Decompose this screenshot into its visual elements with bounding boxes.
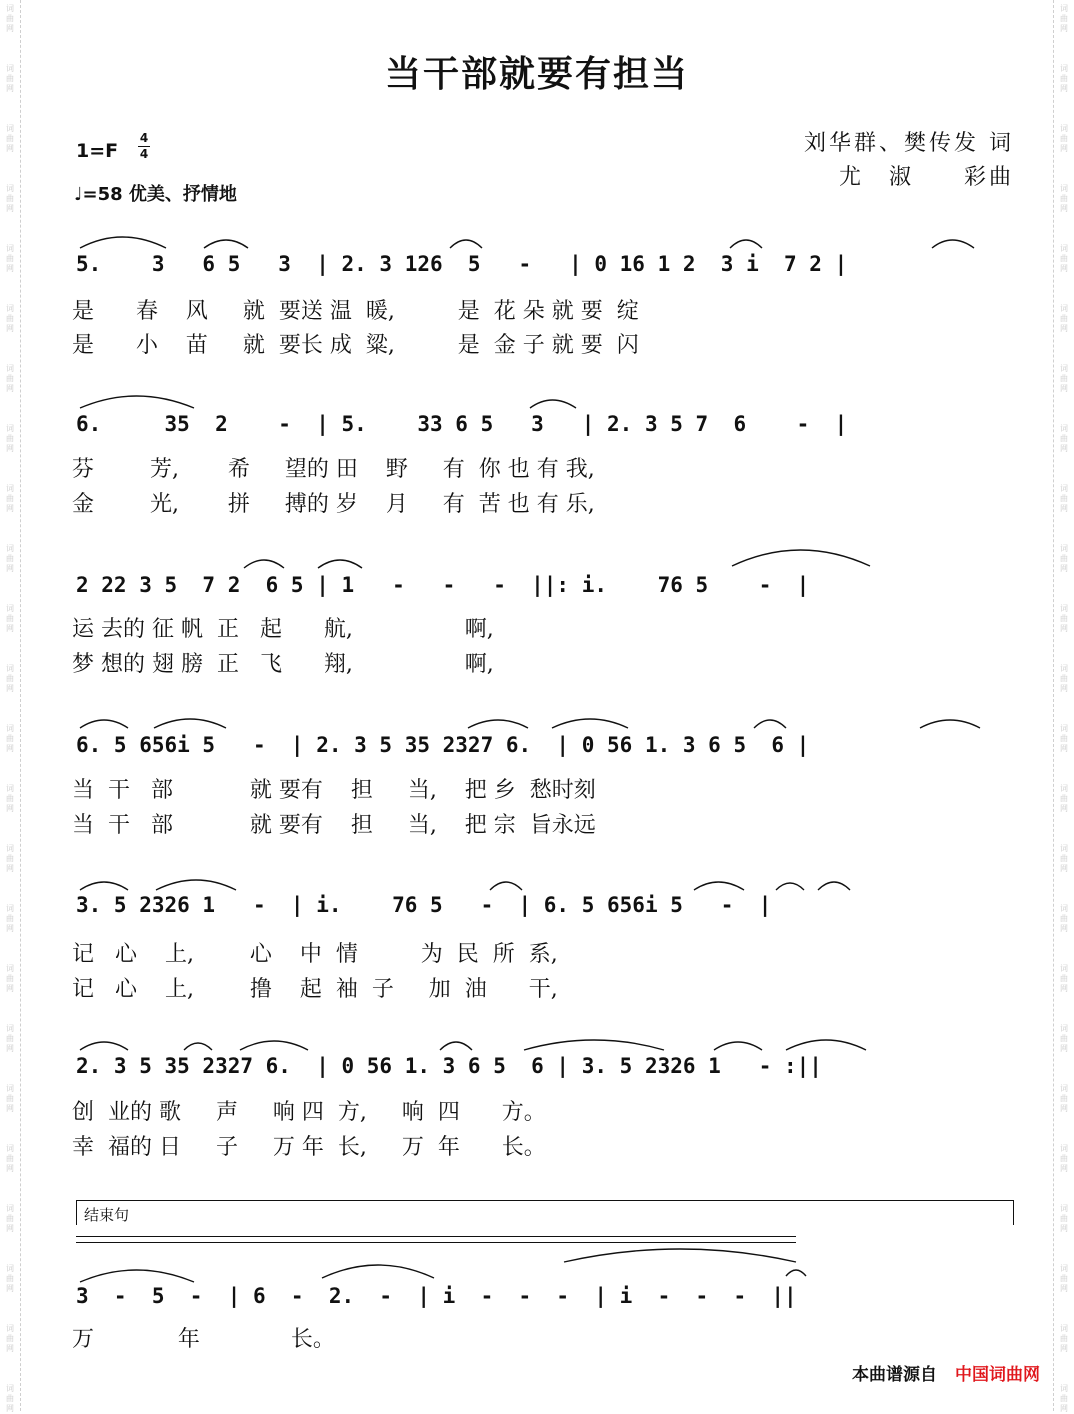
- slur: [80, 1270, 194, 1282]
- slur: [322, 1265, 434, 1278]
- lyrics-line-6-verse-2: 幸 福的 日 子 万 年 长, 万 年 长。: [72, 1135, 546, 1160]
- slur: [786, 1040, 866, 1050]
- watermark-mark: 词 曲 网: [1060, 1324, 1068, 1353]
- lyrics-line-5-verse-2: 记 心 上, 撸 起 袖 子 加 油 干,: [72, 977, 558, 1002]
- slur: [818, 882, 850, 890]
- footer-prefix: 本曲谱源自: [852, 1365, 937, 1385]
- slur: [694, 882, 744, 890]
- watermark-mark: 词 曲 网: [6, 544, 14, 573]
- ending-label: 结束句: [84, 1206, 130, 1224]
- watermark-mark: 词 曲 网: [6, 1324, 14, 1353]
- slur: [154, 719, 226, 728]
- watermark-mark: 词 曲 网: [1060, 964, 1068, 993]
- slur: [730, 240, 762, 248]
- watermark-mark: 词 曲 网: [6, 964, 14, 993]
- watermark-mark: 词 曲 网: [6, 64, 14, 93]
- notes-line-4: 6. 5 656i 5 - | 2. 3 5 35 2327 6. | 0 56 1. 3 6 5 6 |: [76, 733, 810, 757]
- watermark-mark: 词 曲 网: [6, 784, 14, 813]
- slur: [732, 550, 870, 566]
- watermark-mark: 词 曲 网: [6, 1204, 14, 1233]
- watermark-mark: 词 曲 网: [6, 1084, 14, 1113]
- watermark-mark: 词 曲 网: [6, 184, 14, 213]
- watermark-mark: 词 曲 网: [1060, 904, 1068, 933]
- slur: [184, 1043, 212, 1050]
- slur: [524, 1040, 664, 1050]
- watermark-mark: 词 曲 网: [6, 244, 14, 273]
- lyricist-credit: 刘华群、樊传发 词: [804, 131, 1014, 156]
- slur: [754, 720, 786, 728]
- slur: [564, 1249, 796, 1262]
- slur: [450, 240, 482, 248]
- slur: [80, 237, 166, 248]
- watermark-mark: 词 曲 网: [1060, 1204, 1068, 1233]
- watermark-mark: 词 曲 网: [1060, 544, 1068, 573]
- watermark-mark: 词 曲 网: [6, 1024, 14, 1053]
- watermark-mark: 词 曲 网: [1060, 364, 1068, 393]
- watermark-mark: 词 曲 网: [1060, 724, 1068, 753]
- slur: [714, 1042, 762, 1050]
- lyrics-line-4-verse-1: 当 干 部 就 要有 担 当, 把 乡 愁时刻: [72, 778, 596, 803]
- watermark-mark: 词 曲 网: [1060, 64, 1068, 93]
- slur: [80, 720, 128, 728]
- watermark-mark: 词 曲 网: [1060, 1024, 1068, 1053]
- slur: [920, 720, 980, 728]
- watermark-mark: 词 曲 网: [1060, 604, 1068, 633]
- watermark-mark: 词 曲 网: [6, 1264, 14, 1293]
- notes-line-2: 6. 35 2 - | 5. 33 6 5 3 | 2. 3 5 7 6 - |: [76, 412, 848, 436]
- time-sig-bottom: 4: [139, 147, 149, 161]
- watermark-mark: 词 曲 网: [6, 304, 14, 333]
- watermark-mark: 词 曲 网: [6, 904, 14, 933]
- composer-credit: 尤 淑 彩曲: [838, 165, 1014, 190]
- footer-site-link[interactable]: 中国词曲网: [955, 1365, 1040, 1385]
- notes-line-1: 5. 3 6 5 3 | 2. 3 126 5 - | 0 16 1 2 3 i 7 2 |: [76, 252, 848, 276]
- lyrics-line-2-verse-1: 芬 芳, 希 望的 田 野 有 你 也 有 我,: [72, 457, 595, 482]
- time-sig-top: 4: [139, 131, 149, 145]
- page-title: 当干部就要有担当: [384, 53, 689, 95]
- slur: [156, 880, 236, 890]
- watermark-mark: 词 曲 网: [6, 364, 14, 393]
- ending-lyrics: 万 年 长。: [72, 1327, 335, 1352]
- slur: [530, 400, 576, 408]
- watermark-mark: 词 曲 网: [1060, 1384, 1068, 1413]
- slur: [932, 240, 974, 248]
- slur: [244, 560, 284, 568]
- slur: [80, 1042, 128, 1050]
- slur: [318, 560, 362, 568]
- source-footer: [852, 1360, 1040, 1385]
- watermark-mark: 词 曲 网: [6, 4, 14, 33]
- slur: [440, 1042, 472, 1050]
- watermark-mark: 词 曲 网: [1060, 4, 1068, 33]
- watermark-mark: 词 曲 网: [1060, 844, 1068, 873]
- notes-line-5: 3. 5 2326 1 - | i. 76 5 - | 6. 5 656i 5 - |: [76, 893, 772, 917]
- watermark-mark: 词 曲 网: [6, 844, 14, 873]
- watermark-mark: 词 曲 网: [1060, 124, 1068, 153]
- watermark-mark: 词 曲 网: [1060, 664, 1068, 693]
- watermark-mark: 词 曲 网: [1060, 244, 1068, 273]
- fermata: [786, 1270, 806, 1276]
- slur: [468, 720, 528, 728]
- watermark-mark: 词 曲 网: [6, 484, 14, 513]
- slur: [490, 882, 522, 890]
- watermark-mark: 词 曲 网: [6, 604, 14, 633]
- watermark-mark: 词 曲 网: [6, 124, 14, 153]
- slur: [80, 882, 128, 890]
- lyrics-line-6-verse-1: 创 业的 歌 声 响 四 方, 响 四 方。: [72, 1100, 546, 1125]
- watermark-mark: 词 曲 网: [1060, 1144, 1068, 1173]
- watermark-mark: 词 曲 网: [1060, 1084, 1068, 1113]
- lyrics-line-3-verse-1: 运 去的 征 帆 正 起 航, 啊,: [72, 617, 494, 642]
- slur: [776, 883, 804, 890]
- ending-notes: 3 - 5 - | 6 - 2. - | i - - - | i - - - ||: [76, 1284, 797, 1308]
- lyrics-line-4-verse-2: 当 干 部 就 要有 担 当, 把 宗 旨永远: [72, 813, 596, 838]
- slur: [204, 240, 248, 248]
- key-signature: 1=F: [76, 140, 119, 162]
- slur: [552, 719, 628, 728]
- lyrics-line-1-verse-2: 是 小 苗 就 要长 成 粱, 是 金 子 就 要 闪: [72, 333, 639, 358]
- slur: [80, 396, 194, 408]
- watermark-mark: 词 曲 网: [1060, 784, 1068, 813]
- watermark-mark: 词 曲 网: [1060, 1264, 1068, 1293]
- lyrics-line-2-verse-2: 金 光, 拼 搏的 岁 月 有 苦 也 有 乐,: [72, 492, 595, 517]
- tempo-marking: ♩=58 优美、抒情地: [74, 184, 237, 205]
- slur: [240, 1041, 308, 1050]
- lyrics-line-3-verse-2: 梦 想的 翅 膀 正 飞 翔, 啊,: [72, 652, 494, 677]
- watermark-mark: 词 曲 网: [1060, 304, 1068, 333]
- watermark-mark: 词 曲 网: [6, 424, 14, 453]
- watermark-mark: 词 曲 网: [6, 1384, 14, 1413]
- notes-line-6: 2. 3 5 35 2327 6. | 0 56 1. 3 6 5 6 | 3. 5 2326 1 - :||: [76, 1054, 822, 1078]
- watermark-mark: 词 曲 网: [1060, 184, 1068, 213]
- watermark-mark: 词 曲 网: [6, 664, 14, 693]
- watermark-mark: 词 曲 网: [6, 1144, 14, 1173]
- lyrics-line-5-verse-1: 记 心 上, 心 中 情 为 民 所 系,: [72, 942, 558, 967]
- watermark-mark: 词 曲 网: [1060, 484, 1068, 513]
- watermark-mark: 词 曲 网: [1060, 424, 1068, 453]
- notes-line-3: 2 22 3 5 7 2 6 5 | 1 - - - ||: i. 76 5 - |: [76, 573, 810, 597]
- watermark-mark: 词 曲 网: [6, 724, 14, 753]
- lyrics-line-1-verse-1: 是 春 风 就 要送 温 暖, 是 花 朵 就 要 绽: [72, 299, 639, 324]
